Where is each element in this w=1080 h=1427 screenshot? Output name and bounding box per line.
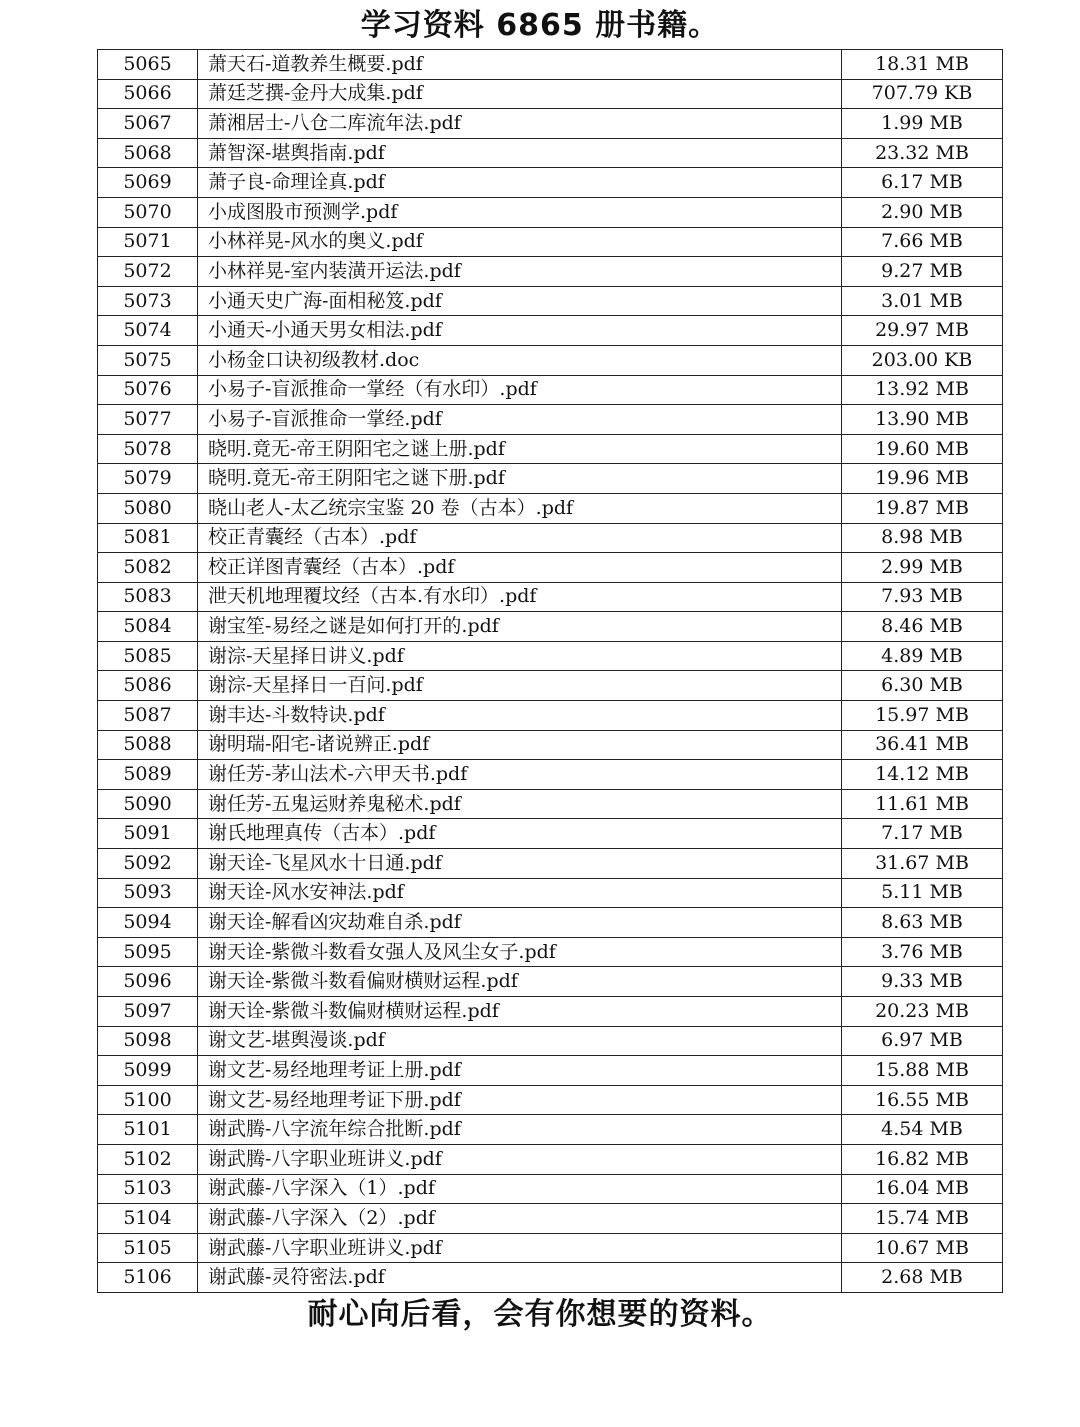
table-row <box>98 79 1003 109</box>
file-size: 6.97 MB <box>842 1026 1003 1056</box>
file-size: 3.01 MB <box>842 286 1003 316</box>
file-size: 6.30 MB <box>842 671 1003 701</box>
page-title: 学习资料 6865 册书籍。 <box>360 8 720 43</box>
file-size: 707.79 KB <box>842 79 1003 109</box>
file-name: 谢武腾-八字流年综合批断.pdf <box>198 1115 842 1145</box>
file-name: 谢天诠-紫微斗数看女强人及风尘女子.pdf <box>198 937 842 967</box>
file-size: 8.63 MB <box>842 908 1003 938</box>
file-size: 13.92 MB <box>842 375 1003 405</box>
table-row <box>98 967 1003 997</box>
file-name: 晓明.竟无-帝王阴阳宅之谜上册.pdf <box>198 434 842 464</box>
table-row <box>98 878 1003 908</box>
file-size: 11.61 MB <box>842 789 1003 819</box>
file-size: 9.33 MB <box>842 967 1003 997</box>
table-row <box>98 582 1003 612</box>
row-number: 5086 <box>98 671 198 701</box>
file-size: 31.67 MB <box>842 849 1003 879</box>
row-number: 5088 <box>98 730 198 760</box>
file-name: 小易子-盲派推命一掌经.pdf <box>198 405 842 435</box>
file-name: 谢丰达-斗数特诀.pdf <box>198 701 842 731</box>
table-row <box>98 997 1003 1027</box>
file-name: 谢武藤-灵符密法.pdf <box>198 1263 842 1293</box>
file-size: 16.04 MB <box>842 1174 1003 1204</box>
table-row <box>98 849 1003 879</box>
file-size: 16.55 MB <box>842 1085 1003 1115</box>
row-number: 5065 <box>98 50 198 80</box>
file-size: 36.41 MB <box>842 730 1003 760</box>
row-number: 5105 <box>98 1233 198 1263</box>
table-row <box>98 168 1003 198</box>
row-number: 5099 <box>98 1056 198 1086</box>
footer-note: 耐心向后看，会有你想要的资料。 <box>307 1297 773 1332</box>
table-row <box>98 1263 1003 1293</box>
file-size: 1.99 MB <box>842 109 1003 139</box>
file-size: 14.12 MB <box>842 760 1003 790</box>
table-row <box>98 908 1003 938</box>
table-row <box>98 1085 1003 1115</box>
file-name: 校正详图青囊经（古本）.pdf <box>198 553 842 583</box>
row-number: 5070 <box>98 197 198 227</box>
row-number: 5083 <box>98 582 198 612</box>
row-number: 5094 <box>98 908 198 938</box>
row-number: 5103 <box>98 1174 198 1204</box>
table-row <box>98 671 1003 701</box>
file-name: 谢天诠-紫微斗数偏财横财运程.pdf <box>198 997 842 1027</box>
file-size: 19.87 MB <box>842 493 1003 523</box>
row-number: 5101 <box>98 1115 198 1145</box>
file-size: 2.90 MB <box>842 197 1003 227</box>
file-name: 晓山老人-太乙统宗宝鉴 20 卷（古本）.pdf <box>198 493 842 523</box>
row-number: 5089 <box>98 760 198 790</box>
file-size: 29.97 MB <box>842 316 1003 346</box>
file-name: 谢文艺-易经地理考证下册.pdf <box>198 1085 842 1115</box>
table-row <box>98 523 1003 553</box>
row-number: 5097 <box>98 997 198 1027</box>
row-number: 5081 <box>98 523 198 553</box>
file-name: 谢任芳-五鬼运财养鬼秘术.pdf <box>198 789 842 819</box>
table-row <box>98 316 1003 346</box>
table-row <box>98 760 1003 790</box>
file-name: 谢天诠-风水安神法.pdf <box>198 878 842 908</box>
table-row <box>98 493 1003 523</box>
file-name: 小通天-小通天男女相法.pdf <box>198 316 842 346</box>
row-number: 5076 <box>98 375 198 405</box>
row-number: 5071 <box>98 227 198 257</box>
file-name: 晓明.竟无-帝王阴阳宅之谜下册.pdf <box>198 464 842 494</box>
table-row <box>98 612 1003 642</box>
file-name: 谢宝笙-易经之谜是如何打开的.pdf <box>198 612 842 642</box>
file-size: 20.23 MB <box>842 997 1003 1027</box>
table-row <box>98 227 1003 257</box>
file-name: 萧天石-道教养生概要.pdf <box>198 50 842 80</box>
row-number: 5082 <box>98 553 198 583</box>
row-number: 5095 <box>98 937 198 967</box>
table-row <box>98 1115 1003 1145</box>
file-size: 7.93 MB <box>842 582 1003 612</box>
file-size: 8.98 MB <box>842 523 1003 553</box>
table-row <box>98 286 1003 316</box>
table-row <box>98 464 1003 494</box>
table-row <box>98 375 1003 405</box>
file-name: 泄天机地理覆坟经（古本.有水印）.pdf <box>198 582 842 612</box>
table-row <box>98 789 1003 819</box>
file-name: 谢武藤-八字深入（2）.pdf <box>198 1204 842 1234</box>
file-name: 萧廷芝撰-金丹大成集.pdf <box>198 79 842 109</box>
row-number: 5079 <box>98 464 198 494</box>
row-number: 5096 <box>98 967 198 997</box>
table-row <box>98 701 1003 731</box>
file-name: 校正青囊经（古本）.pdf <box>198 523 842 553</box>
file-size: 4.54 MB <box>842 1115 1003 1145</box>
file-name: 谢武藤-八字职业班讲义.pdf <box>198 1233 842 1263</box>
file-size: 10.67 MB <box>842 1233 1003 1263</box>
table-row <box>98 197 1003 227</box>
row-number: 5102 <box>98 1144 198 1174</box>
row-number: 5091 <box>98 819 198 849</box>
file-size: 15.88 MB <box>842 1056 1003 1086</box>
file-name: 谢天诠-飞星风水十日通.pdf <box>198 849 842 879</box>
row-number: 5104 <box>98 1204 198 1234</box>
file-name: 小林祥晃-室内装潢开运法.pdf <box>198 257 842 287</box>
file-name: 小成图股市预测学.pdf <box>198 197 842 227</box>
row-number: 5080 <box>98 493 198 523</box>
table-row <box>98 1204 1003 1234</box>
file-name: 谢天诠-紫微斗数看偏财横财运程.pdf <box>198 967 842 997</box>
file-name: 谢氏地理真传（古本）.pdf <box>198 819 842 849</box>
file-name: 谢文艺-堪舆漫谈.pdf <box>198 1026 842 1056</box>
row-number: 5068 <box>98 138 198 168</box>
row-number: 5090 <box>98 789 198 819</box>
file-size: 7.17 MB <box>842 819 1003 849</box>
table-row <box>98 345 1003 375</box>
table-row <box>98 553 1003 583</box>
file-name: 谢武腾-八字职业班讲义.pdf <box>198 1144 842 1174</box>
row-number: 5067 <box>98 109 198 139</box>
table-row <box>98 138 1003 168</box>
row-number: 5078 <box>98 434 198 464</box>
table-row <box>98 50 1003 80</box>
file-size: 9.27 MB <box>842 257 1003 287</box>
table-row <box>98 1144 1003 1174</box>
file-size: 15.97 MB <box>842 701 1003 731</box>
table-row <box>98 1233 1003 1263</box>
file-size: 18.31 MB <box>842 50 1003 80</box>
row-number: 5084 <box>98 612 198 642</box>
row-number: 5074 <box>98 316 198 346</box>
row-number: 5073 <box>98 286 198 316</box>
row-number: 5072 <box>98 257 198 287</box>
file-size: 19.96 MB <box>842 464 1003 494</box>
file-name: 谢明瑞-阳宅-诸说辨正.pdf <box>198 730 842 760</box>
row-number: 5077 <box>98 405 198 435</box>
row-number: 5100 <box>98 1085 198 1115</box>
row-number: 5066 <box>98 79 198 109</box>
file-size: 2.68 MB <box>842 1263 1003 1293</box>
table-row <box>98 109 1003 139</box>
file-name: 谢任芳-茅山法术-六甲天书.pdf <box>198 760 842 790</box>
row-number: 5092 <box>98 849 198 879</box>
file-size: 203.00 KB <box>842 345 1003 375</box>
file-size: 2.99 MB <box>842 553 1003 583</box>
file-list-table <box>97 49 1003 1293</box>
file-name: 谢天诠-解看凶灾劫难自杀.pdf <box>198 908 842 938</box>
file-list-body <box>98 50 1003 1293</box>
file-name: 谢武藤-八字深入（1）.pdf <box>198 1174 842 1204</box>
file-name: 萧湘居士-八仓二库流年法.pdf <box>198 109 842 139</box>
file-size: 16.82 MB <box>842 1144 1003 1174</box>
table-row <box>98 641 1003 671</box>
table-row <box>98 937 1003 967</box>
file-name: 小杨金口诀初级教材.doc <box>198 345 842 375</box>
file-size: 8.46 MB <box>842 612 1003 642</box>
file-size: 4.89 MB <box>842 641 1003 671</box>
file-name: 小林祥晃-风水的奥义.pdf <box>198 227 842 257</box>
table-row <box>98 730 1003 760</box>
table-row <box>98 1056 1003 1086</box>
table-row <box>98 819 1003 849</box>
file-name: 萧子良-命理诠真.pdf <box>198 168 842 198</box>
row-number: 5098 <box>98 1026 198 1056</box>
file-size: 19.60 MB <box>842 434 1003 464</box>
file-size: 3.76 MB <box>842 937 1003 967</box>
row-number: 5106 <box>98 1263 198 1293</box>
file-size: 13.90 MB <box>842 405 1003 435</box>
file-name: 小易子-盲派推命一掌经（有水印）.pdf <box>198 375 842 405</box>
file-name: 谢淙-天星择日一百问.pdf <box>198 671 842 701</box>
row-number: 5069 <box>98 168 198 198</box>
row-number: 5093 <box>98 878 198 908</box>
file-size: 15.74 MB <box>842 1204 1003 1234</box>
table-row <box>98 434 1003 464</box>
file-name: 小通天史广海-面相秘笈.pdf <box>198 286 842 316</box>
file-name: 萧智深-堪舆指南.pdf <box>198 138 842 168</box>
file-size: 7.66 MB <box>842 227 1003 257</box>
file-size: 5.11 MB <box>842 878 1003 908</box>
file-name: 谢淙-天星择日讲义.pdf <box>198 641 842 671</box>
table-row <box>98 1174 1003 1204</box>
row-number: 5087 <box>98 701 198 731</box>
table-row <box>98 405 1003 435</box>
file-size: 6.17 MB <box>842 168 1003 198</box>
row-number: 5075 <box>98 345 198 375</box>
table-row <box>98 1026 1003 1056</box>
file-size: 23.32 MB <box>842 138 1003 168</box>
file-name: 谢文艺-易经地理考证上册.pdf <box>198 1056 842 1086</box>
table-row <box>98 257 1003 287</box>
row-number: 5085 <box>98 641 198 671</box>
